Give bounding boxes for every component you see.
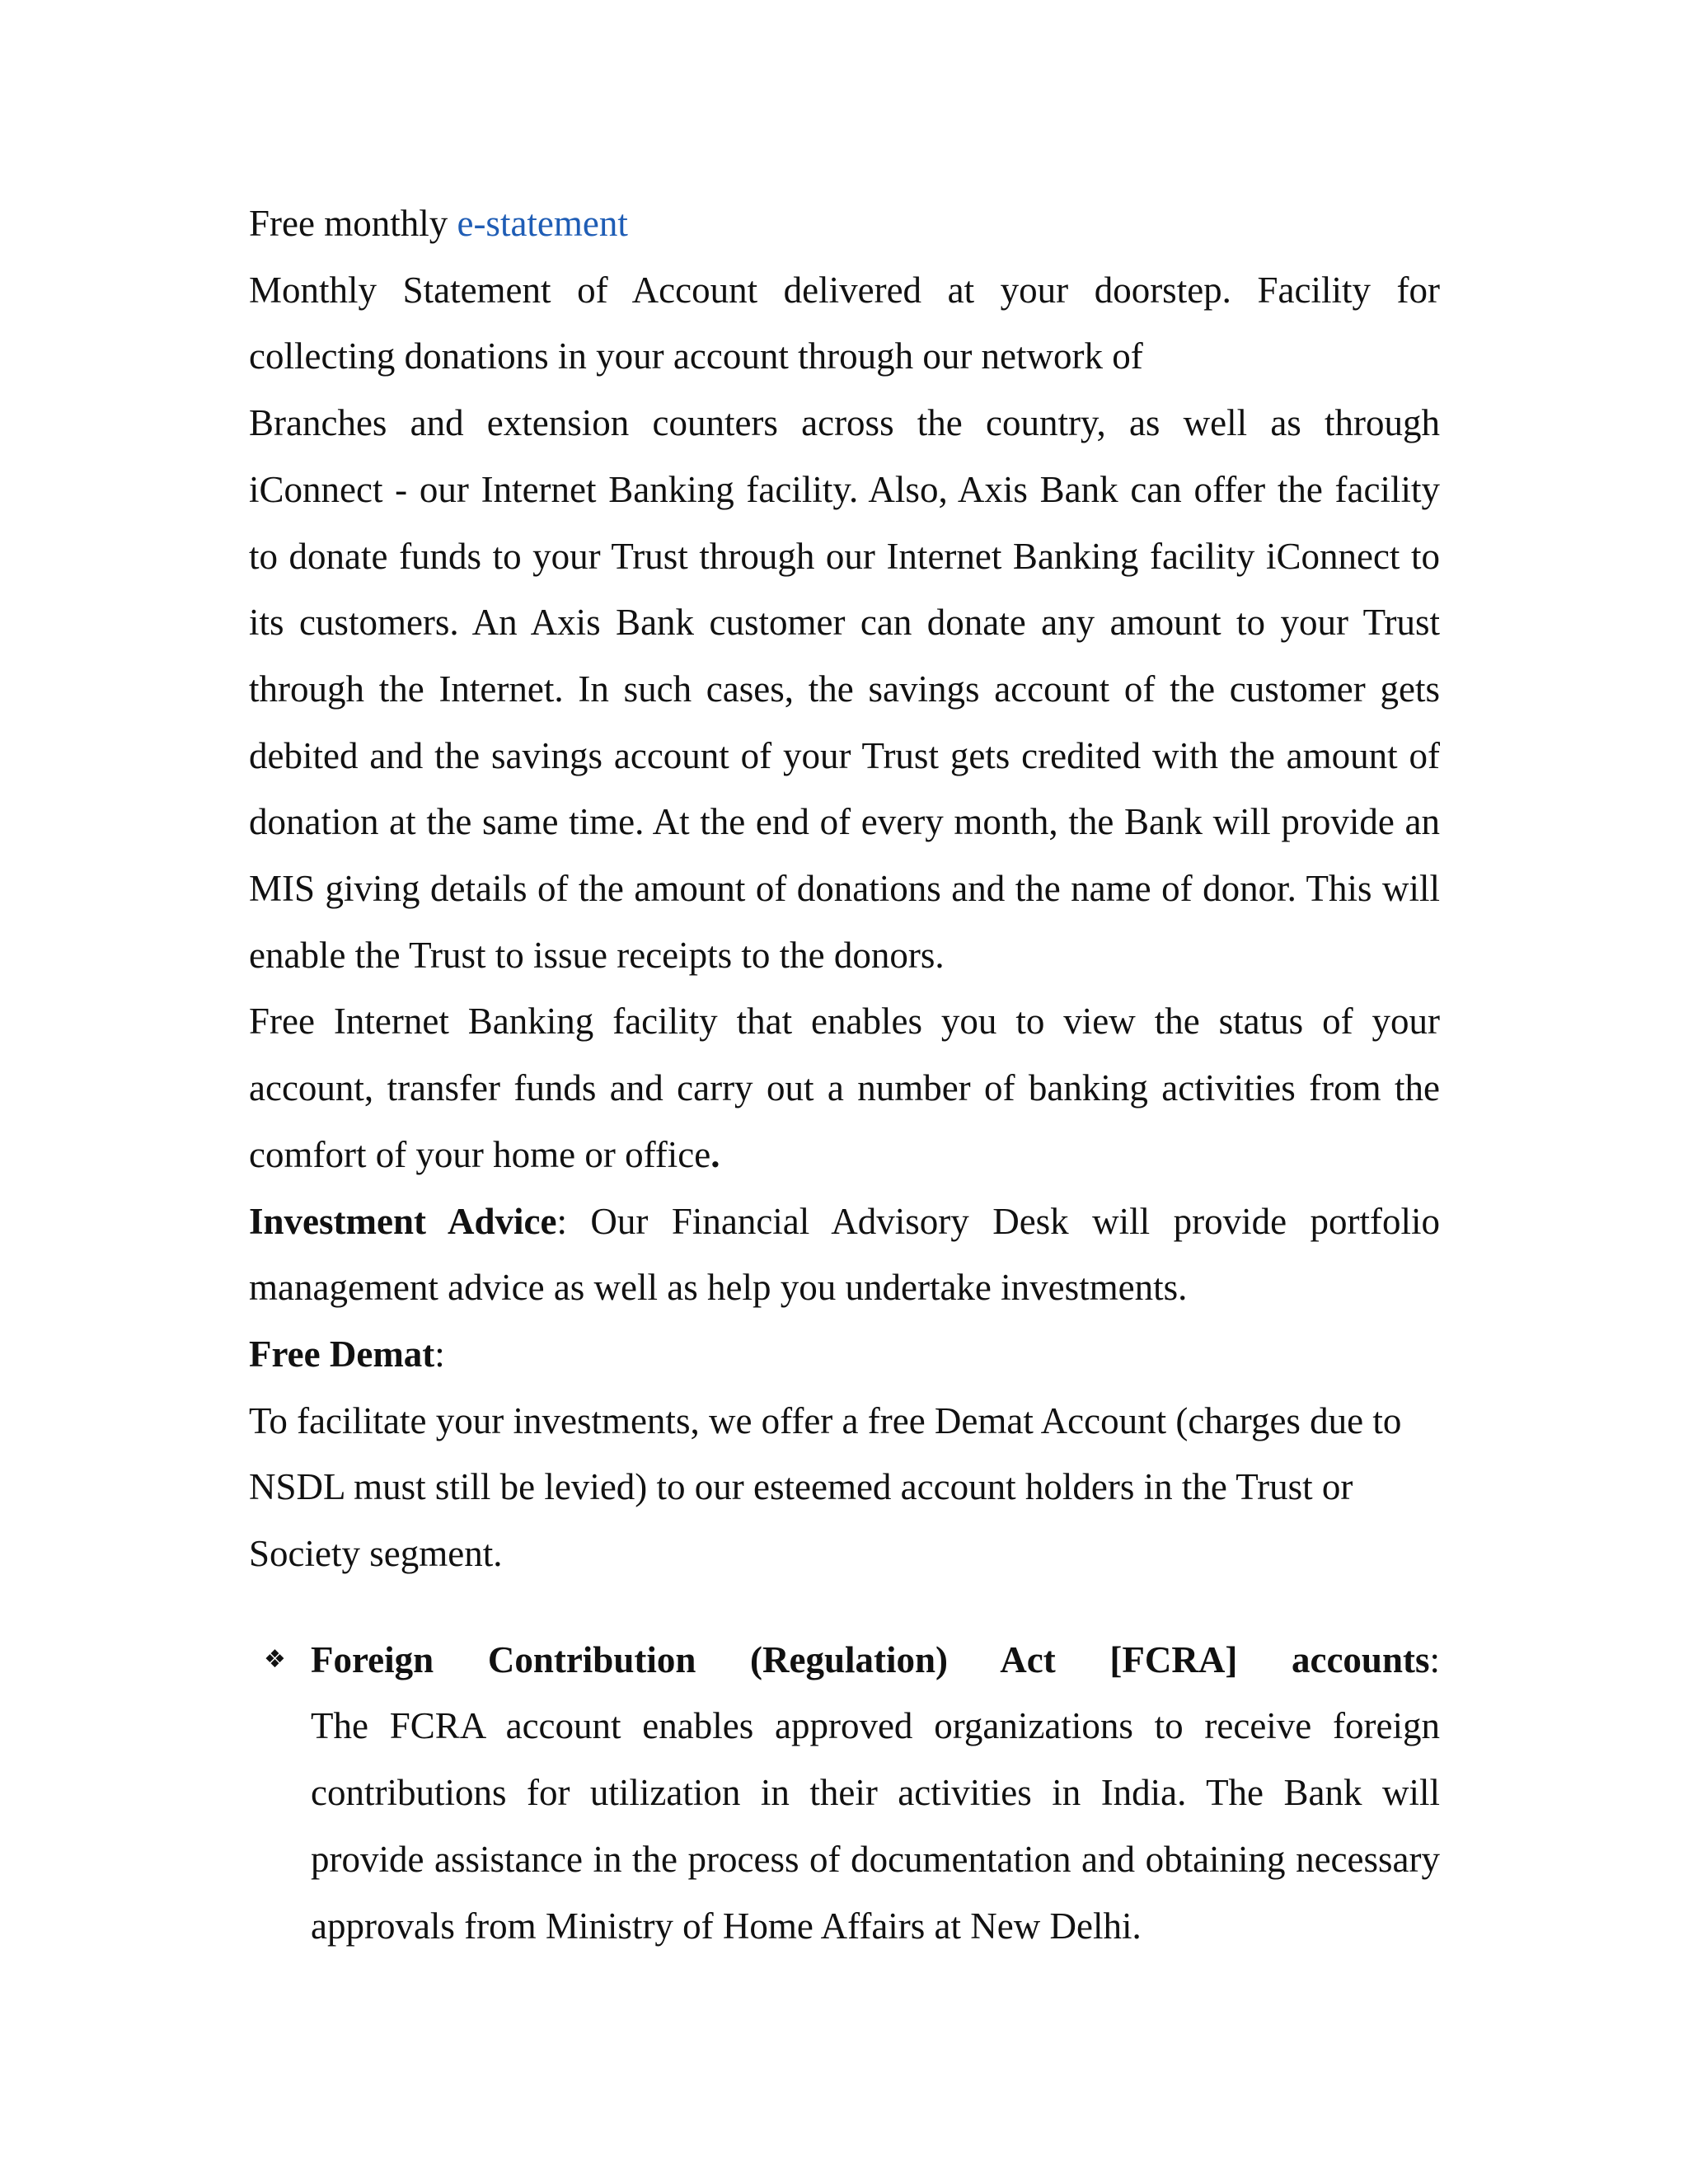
internet-banking-text: Free Internet Banking facility that enables you to view the status of your account, transfer funds and carry out a number of banking activities from the comfort of your home or office [249, 1001, 1440, 1175]
fcra-heading: Foreign Contribution (Regulation) Act [FCRA] accounts [311, 1638, 1430, 1680]
investment-advice-paragraph [249, 1188, 1440, 1321]
estatement-prefix: Free monthly [249, 203, 457, 244]
diamond-bullet-icon: ❖ [264, 1644, 286, 1674]
fcra-colon: : [1429, 1638, 1440, 1680]
document-body [249, 190, 1440, 1959]
estatement-line [249, 190, 1440, 257]
internet-banking-period: . [710, 1133, 720, 1175]
free-demat-colon: : [434, 1333, 445, 1375]
fcra-bullet-item [249, 1627, 1440, 1960]
estatement-link[interactable]: e-statement [457, 203, 628, 244]
investment-advice-heading: Investment Advice [249, 1200, 557, 1242]
donations-paragraph: Branches and extension counters across the country, as well as through iConnect - our Internet Banking facility. Also, Axis Bank can offer the facility to donate funds to your Trust through our Internet Banking facility iConnect to its customers. An Axis Bank customer can donate any amount to your Trust through the Internet. In such cases, the savings account of the customer gets debited and the savings account of your Trust gets credited with the amount of donation at the same time. At the end of every month, the Bank will provide an MIS giving details of the amount of donations and the name of donor. This will enable the Trust to issue receipts to the donors. [249, 402, 1440, 976]
investment-advice-text: : Our Financial Advisory Desk will provide portfolio management advice as well as help you undertake investments. [249, 1200, 1440, 1309]
free-demat-paragraph: To facilitate your investments, we offer a free Demat Account (charges due to NSDL must still be levied) to our esteemed account holders in the Trust or Society segment. [249, 1399, 1402, 1575]
free-demat-heading: Free Demat [249, 1333, 435, 1375]
free-demat-heading-line [249, 1321, 1440, 1388]
fcra-paragraph: The FCRA account enables approved organizations to receive foreign contributions for utilization in their activities in India. The Bank will provide assistance in the process of documentation and obtaining necessary approvals from Ministry of Home Affairs at New Delhi. [311, 1705, 1440, 1947]
fcra-heading-line [311, 1627, 1440, 1694]
internet-banking-paragraph [249, 988, 1440, 1188]
statement-paragraph: Monthly Statement of Account delivered at your doorstep. Facility for collecting donations in your account through our network of [249, 269, 1440, 377]
section-gap [249, 1587, 1440, 1627]
